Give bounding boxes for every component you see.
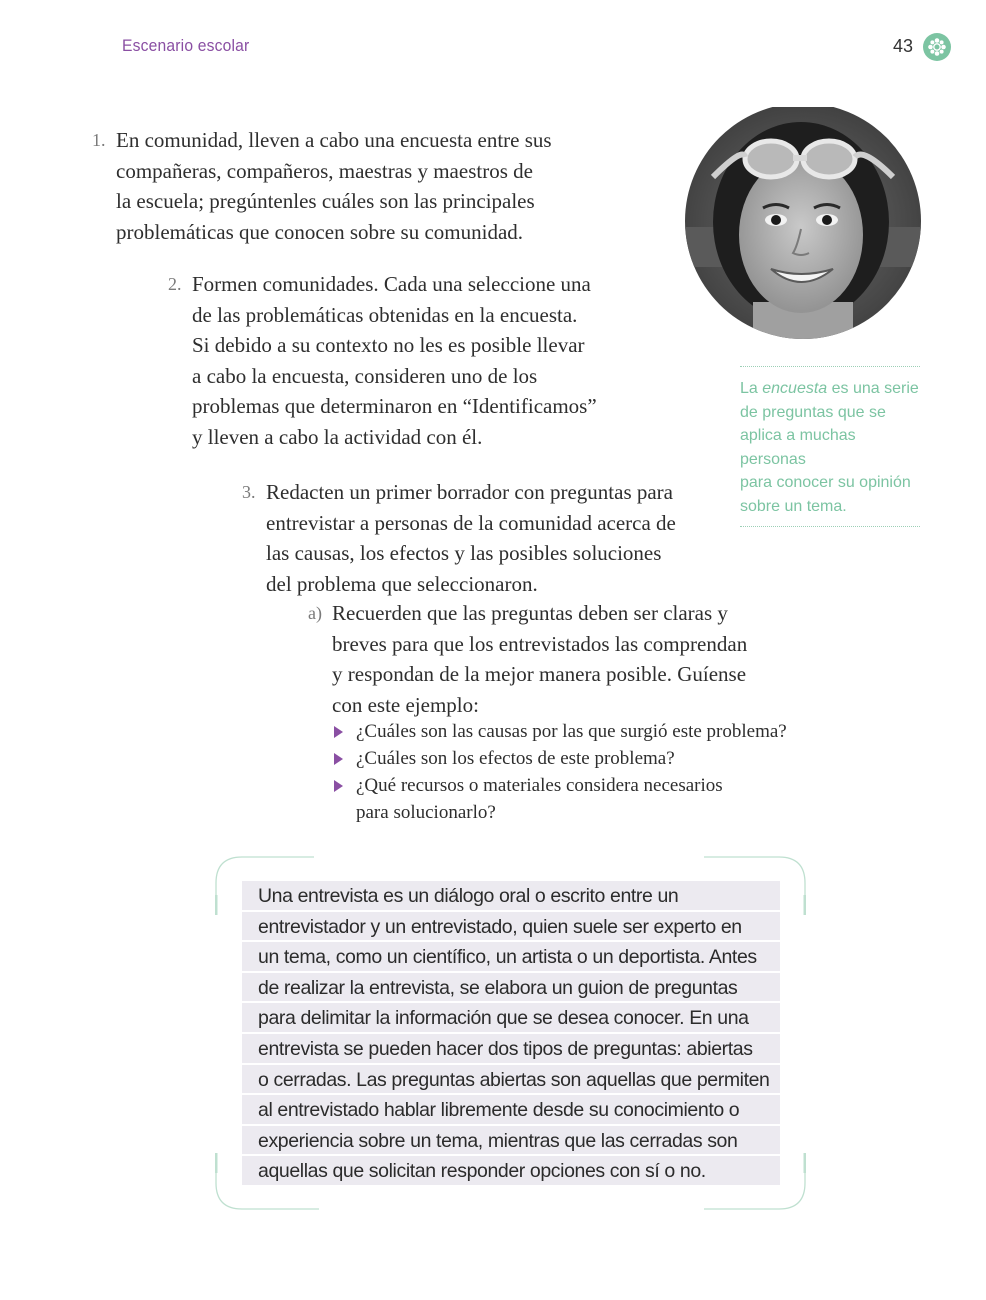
note-text: es una serie: [827, 380, 919, 397]
triangle-bullet-icon: [334, 780, 343, 792]
list-item: [356, 745, 826, 772]
list-item: [356, 772, 826, 826]
question-text: para solucionarlo?: [356, 802, 496, 823]
activity-line: problemas que determinaron en “Identificamos”: [192, 394, 597, 418]
info-line: aquellas que solicitan responder opciones con sí o no.: [242, 1156, 780, 1185]
info-line: de realizar la entrevista, se elabora un guion de preguntas: [242, 973, 780, 1002]
activity-line: a cabo la encuesta, consideren uno de los: [192, 363, 538, 388]
info-line: entrevista se pueden hacer dos tipos de preguntas: abiertas: [242, 1034, 780, 1063]
activity-3: [242, 477, 706, 599]
list-item: [356, 718, 826, 745]
sub-item-line: breves para que los entrevistados las comprendan: [332, 631, 748, 656]
question-text: ¿Qué recursos o materiales considera necesarios: [356, 775, 723, 796]
info-line: o cerradas. Las preguntas abiertas son aquellas que permiten: [242, 1065, 780, 1094]
activity-line: compañeras, compañeros, maestras y maestros de: [116, 158, 533, 183]
activity-line: problemáticas que conocen sobre su comunidad.: [116, 219, 524, 244]
note-text: aplica a muchas personas: [740, 427, 856, 468]
question-text: ¿Cuáles son las causas por las que surgió este problema?: [356, 721, 787, 742]
note-text: para conocer su opinión: [740, 474, 911, 491]
triangle-bullet-icon: [334, 753, 343, 765]
student-photo: [683, 107, 923, 339]
page-number: 43: [893, 36, 914, 56]
activity-line: En comunidad, lleven a cabo una encuesta entre sus: [116, 128, 552, 152]
activity-2: [168, 269, 632, 452]
sub-item-letter: a): [308, 603, 322, 623]
info-line: para delimitar la información que se desea conocer. En una: [242, 1003, 780, 1032]
triangle-bullet-icon: [334, 726, 343, 738]
definition-note: [740, 366, 920, 527]
info-line: Una entrevista es un diálogo oral o escrito entre un: [242, 881, 780, 910]
activity-line: Formen comunidades. Cada una seleccione una: [192, 272, 591, 296]
sub-item-a: [308, 598, 782, 720]
info-line: entrevistador y un entrevistado, quien suele ser experto en: [242, 912, 780, 941]
activity-line: de las problemáticas obtenidas en la encuesta.: [192, 302, 578, 327]
note-term: encuesta: [762, 380, 828, 397]
activity-line: Redacten un primer borrador con preguntas para: [266, 480, 673, 504]
info-line: al entrevistado hablar libremente desde su conocimiento o: [242, 1095, 780, 1124]
sub-item-line: con este ejemplo:: [332, 692, 479, 717]
activity-line: y lleven a cabo la actividad con él.: [192, 424, 483, 449]
sub-item-line: y respondan de la mejor manera posible. Guíense: [332, 662, 747, 686]
section-title: Escenario escolar: [122, 36, 250, 55]
activity-line: la escuela; pregúntenles cuáles son las principales: [116, 189, 535, 213]
flower-badge-icon: [923, 33, 951, 61]
activity-number: 2.: [168, 274, 182, 294]
activity-line: Si debido a su contexto no les es posible llevar: [192, 333, 585, 357]
interview-definition-box: [242, 881, 780, 1187]
activity-number: 3.: [242, 482, 256, 502]
info-line: un tema, como un científico, un artista o un deportista. Antes: [242, 942, 780, 971]
note-text: sobre un tema.: [740, 497, 847, 515]
activity-line: las causas, los efectos y las posibles soluciones: [266, 541, 662, 565]
activity-1: [92, 125, 586, 247]
example-questions-list: [356, 718, 826, 826]
activity-line: entrevistar a personas de la comunidad acerca de: [266, 510, 676, 535]
activity-number: 1.: [92, 130, 106, 150]
note-prefix: La: [740, 380, 763, 397]
sub-item-line: Recuerden que las preguntas deben ser claras y: [332, 601, 728, 625]
activity-line: del problema que seleccionaron.: [266, 571, 538, 596]
info-line: experiencia sobre un tema, mientras que las cerradas son: [242, 1126, 780, 1155]
note-text: de preguntas que se: [740, 403, 886, 421]
question-text: ¿Cuáles son los efectos de este problema?: [356, 748, 675, 769]
